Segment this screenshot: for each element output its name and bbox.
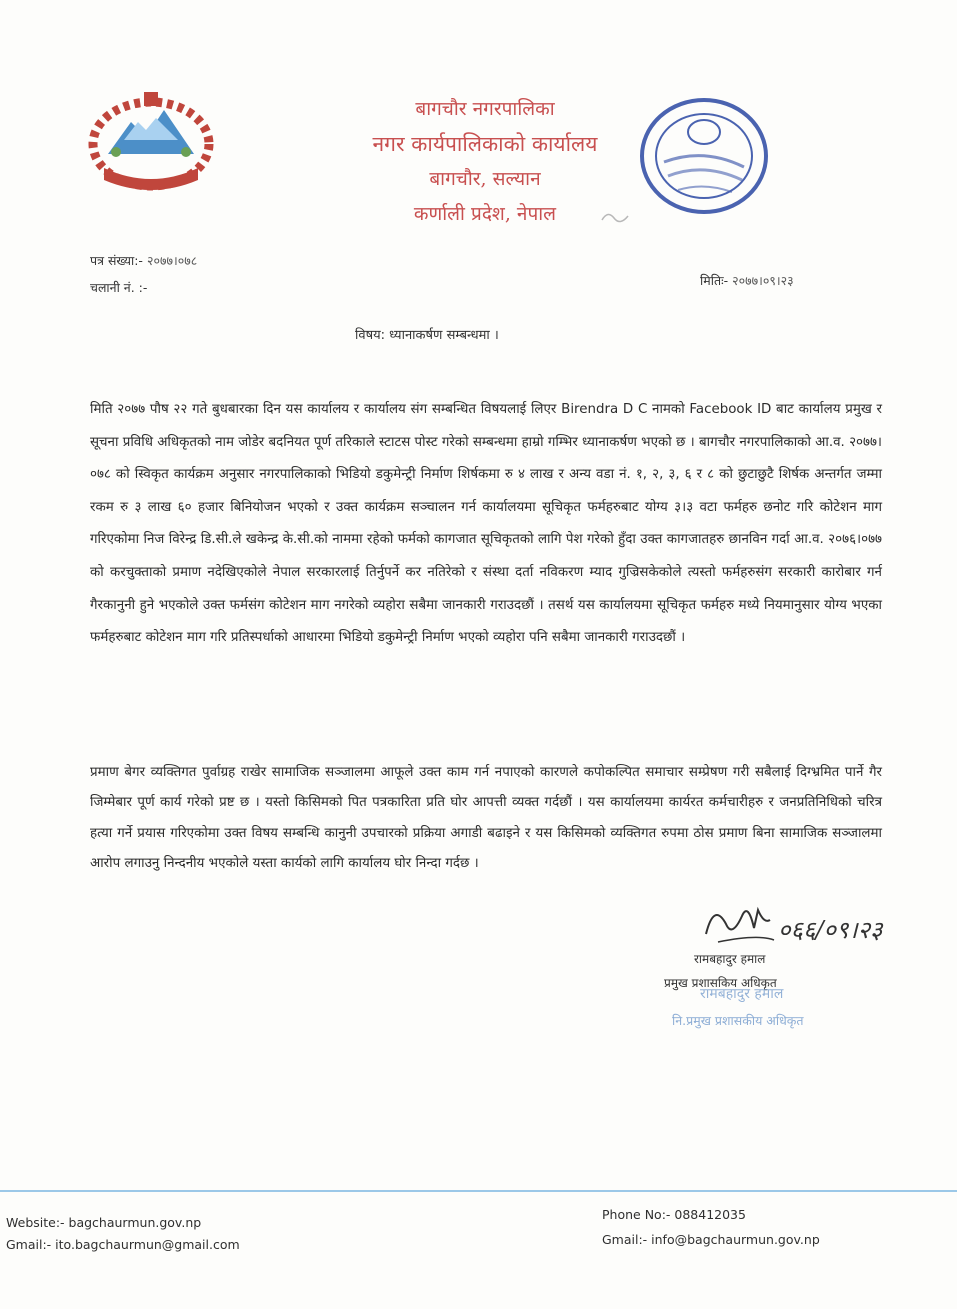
- letter-number: [90, 247, 197, 274]
- reference-block: [90, 247, 197, 301]
- subject-line: विषय: ध्यानाकर्षण सम्बन्धमा ।: [355, 328, 499, 343]
- office-seal-icon: [634, 92, 774, 217]
- faint-scribble-icon: [600, 208, 630, 226]
- letter-number-label: पत्र संख्या:-: [90, 253, 143, 268]
- footer-left: [6, 1212, 240, 1256]
- signatory-title: प्रमुख प्रशासकिय अधिकृत: [664, 976, 777, 990]
- letter-date: [700, 272, 794, 289]
- footer-gmail: Gmail:- ito.bagchaurmun@gmail.com: [6, 1237, 240, 1252]
- municipality-emblem-icon: [86, 82, 216, 192]
- date-value: २०७७।०९।२३: [732, 273, 794, 288]
- signatory-name: रामबहादुर हमाल: [694, 952, 766, 966]
- handwritten-signature: [698, 894, 918, 954]
- date-label: मितिः-: [700, 273, 729, 288]
- body-paragraph-2: प्रमाण बेगर व्यक्तिगत पुर्वाग्रह राखेर सामाजिक सञ्जालमा आफूले उक्त काम गर्न नपाएको कारणले कपोकल्पित समाचार सम्प्रेषण गरी सबैलाई दिग्भ्रमित पार्ने गैर जिम्मेबार पूर्ण कार्य गरेको प्रष्ट छ । यस्तो किसिमको पित पत्रकारिता प्रति घोर आपत्ती व्यक्त गर्दछौं । यस कार्यालयमा कार्यरत कर्मचारीहरु र जनप्रतिनिधिको चरित्र हत्या गर्ने प्रयास गरिएकोमा उक्त विषय सम्बन्धि कानुनी उपचारको प्रक्रिया अगाडी बढाइने र यस किसिमको व्यक्तिगत रुपमा ठोस प्रमाण बिना सामाजिक सञ्जालमा आरोप लगाउनु निन्दनीय भएकोले यस्ता कार्यको लागि कार्यालय घोर निन्दा गर्दछ ।: [90, 765, 882, 871]
- letter-number-value: २०७७।०७८: [146, 253, 198, 268]
- office-address: बागचौर, सल्यान: [429, 168, 541, 190]
- handwritten-date: ०६६/०९।२३: [778, 916, 883, 944]
- stamp-name: रामबहादुर हमाल: [700, 986, 784, 1002]
- footer-email: Gmail:- info@bagchaurmun.gov.np: [602, 1232, 820, 1247]
- footer-divider: [0, 1190, 957, 1192]
- dispatch-number-label: चलानी नं. :-: [90, 280, 148, 295]
- footer-website: Website:- bagchaurmun.gov.np: [6, 1215, 202, 1230]
- footer-right: [602, 1202, 820, 1252]
- office-name: नगर कार्यपालिकाको कार्यालय: [372, 132, 598, 156]
- municipality-name: बागचौर नगरपालिका: [415, 98, 555, 120]
- dispatch-number: [90, 274, 197, 301]
- province-country: कर्णाली प्रदेश, नेपाल: [413, 203, 557, 225]
- footer-phone: Phone No:- 088412035: [602, 1207, 746, 1222]
- body-paragraph-1: मिति २०७७ पौष २२ गते बुधबारका दिन यस कार्यालय र कार्यालय संग सम्बन्धित विषयलाई लिएर Birendra D C नामको Facebook ID बाट कार्यालय प्रमुख र सूचना प्रविधि अधिकृतको नाम जोडेर बदनियत पूर्ण तरिकाले स्टाटस पोस्ट गरेको सम्बन्धमा हाम्रो गम्भिर ध्यानाकर्षण भएको छ । बागचौर नगरपालिकाको आ.व. २०७७।०७८ को स्विकृत कार्यक्रम अनुसार नगरपालिकाको भिडियो डकुमेन्ट्री निर्माण शिर्षकमा रु ४ लाख र अन्य वडा नं. १, २, ३, ६ र ८ को छुटाछुटै शिर्षक अन्तर्गत जम्मा रकम रु ३ लाख ६० हजार बिनियोजन भएको र उक्त कार्यक्रम सञ्चालन गर्न कार्यालयमा सूचिकृत फर्महरुबाट योग्य ३।३ वटा फर्महरु छनोट गरि कोटेशन माग गरिएकोमा निज विरेन्द्र डि.सी.ले खकेन्द्र के.सी.को नाममा रहेको फर्मको कागजात सूचिकृतको लागि पेश गरेको हुँदा उक्त कागजातहरु छानविन गर्दा आ.व. २०७६।०७७ को करचुक्ताको प्रमाण नदेखिएकोले नेपाल सरकारलाई तिर्नुपर्ने कर नतिरेको र संस्था दर्ता नविकरण म्याद गुज्रिसकेकोले त्यस्तो फर्महरुसंग सरकारी कारोबार गर्न गैरकानुनी हुने भएकोले उक्त फर्मसंग कोटेशन माग नगरेको व्यहोरा सबैमा जानकारी गराउदछौं । तसर्थ यस कार्यालयमा सूचिकृत फर्महरु मध्ये नियमानुसार योग्य भएका फर्महरुबाट कोटेशन माग गरि प्रतिस्पर्धाको आधारमा भिडियो डकुमेन्ट्री निर्माण भएको व्यहोरा पनि सबैमा जानकारी गराउदछौं ।: [90, 402, 882, 646]
- stamp-title: नि.प्रमुख प्रशासकीय अधिकृत: [672, 1013, 804, 1028]
